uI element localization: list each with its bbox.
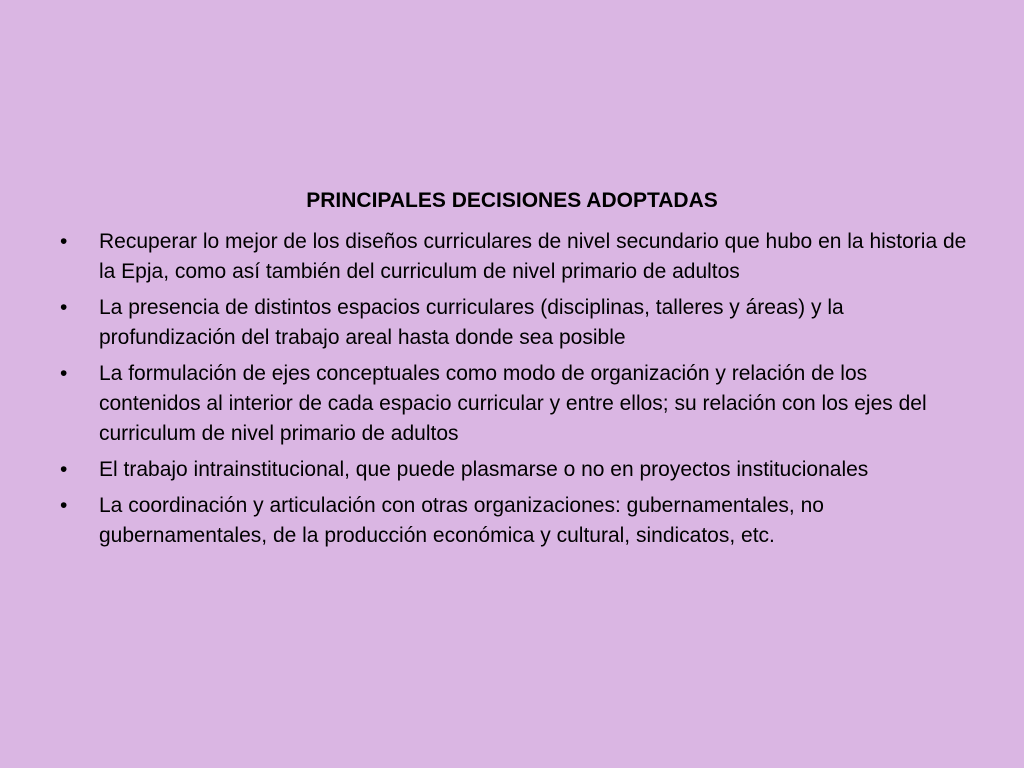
list-item xyxy=(0,491,974,551)
bullet-icon: • xyxy=(60,296,68,319)
bullet-icon: • xyxy=(60,458,68,481)
list-item xyxy=(0,359,974,449)
bullet-list xyxy=(0,227,1024,557)
list-item xyxy=(0,293,974,353)
bullet-text: La coordinación y articulación con otras organizaciones: gubernamentales, no gubernamentales, de la producción económica y cultural, sindicatos, etc. xyxy=(99,494,824,547)
bullet-text: La formulación de ejes conceptuales como modo de organización y relación de los contenidos al interior de cada espacio curricular y entre ellos; su relación con los ejes del curriculum de nivel primario de adultos xyxy=(99,362,927,445)
bullet-text: El trabajo intrainstitucional, que puede plasmarse o no en proyectos institucionales xyxy=(99,458,869,481)
bullet-text: Recuperar lo mejor de los diseños curriculares de nivel secundario que hubo en la historia de la Epja, como así también del curriculum de nivel primario de adultos xyxy=(99,230,967,283)
list-item xyxy=(0,455,974,485)
bullet-text: La presencia de distintos espacios curriculares (disciplinas, talleres y áreas) y la profundización del trabajo areal hasta donde sea posible xyxy=(99,296,844,349)
slide-title: PRINCIPALES DECISIONES ADOPTADAS xyxy=(306,189,718,212)
bullet-icon: • xyxy=(60,230,68,253)
list-item xyxy=(0,227,974,287)
bullet-icon: • xyxy=(60,362,68,385)
bullet-icon: • xyxy=(60,494,68,517)
